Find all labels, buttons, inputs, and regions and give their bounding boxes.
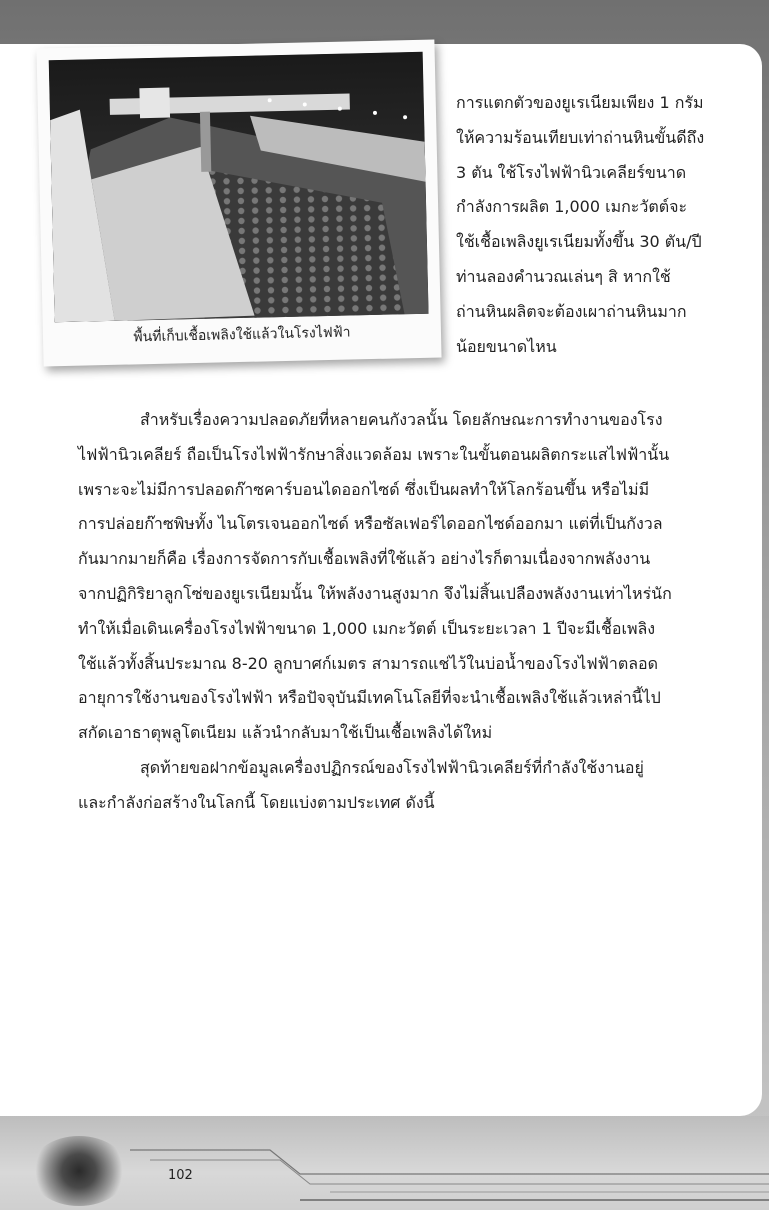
safety-paragraph: [78, 403, 730, 751]
photo-card: [36, 40, 441, 367]
text-line: สุดท้ายขอฝากข้อมูลเครื่องปฏิกรณ์ของโรงไฟฟ้านิวเคลียร์ที่กำลังใช้งานอยู่: [140, 757, 644, 777]
photo-illustration: [49, 52, 429, 322]
text-line: ใช้แล้วทั้งสิ้นประมาณ 8-20 ลูกบาศก์เมตร สามารถแช่ไว้ในบ่อน้ำของโรงไฟฟ้าตลอด: [78, 653, 659, 673]
body-text: [78, 403, 730, 821]
text-line: ให้ความร้อนเทียบเท่าถ่านหินขั้นดีถึง: [456, 127, 705, 147]
spent-fuel-pool-photo: [49, 52, 429, 322]
page-number: 102: [168, 1168, 193, 1183]
text-line: กำลังการผลิต 1,000 เมกะวัตต์จะ: [456, 197, 688, 217]
text-line: 3 ตัน ใช้โรงไฟฟ้านิวเคลียร์ขนาด: [456, 162, 687, 182]
text-line: และกำลังก่อสร้างในโลกนี้ โดยแบ่งตามประเทศ ดังนี้: [78, 792, 435, 812]
text-line: สำหรับเรื่องความปลอดภัยที่หลายคนกังวลนั้น โดยลักษณะการทำงานของโรง: [140, 410, 663, 429]
text-line: ท่านลองคำนวณเล่นๆ สิ หากใช้: [456, 266, 671, 286]
text-line: การแตกตัวของยูเรเนียมเพียง 1 กรัม: [456, 93, 704, 112]
text-line: จากปฏิกิริยาลูกโซ่ของยูเรเนียมนั้น ให้พลังงานสูงมาก จึงไม่สิ้นเปลืองพลังงานเท่าไหร่นัก: [78, 583, 672, 603]
text-line: การปล่อยก๊าซพิษทั้ง ไนโตรเจนออกไซด์ หรือซัลเฟอร์ไดออกไซด์ออกมา แต่ที่เป็นกังวล: [78, 514, 663, 534]
text-line: เพราะจะไม่มีการปลอดก๊าซคาร์บอนไดออกไซด์ ซึ่งเป็นผลทำให้โลกร้อนขึ้น หรือไม่มี: [78, 479, 650, 499]
text-line: อายุการใช้งานของโรงไฟฟ้า หรือปัจจุบันมีเทคโนโลยีที่จะนำเชื้อเพลิงใช้แล้วเหล่านี้ไป: [78, 688, 661, 708]
intro-paragraph: [456, 86, 740, 364]
text-line: สกัดเอาธาตุพลูโตเนียม แล้วนำกลับมาใช้เป็นเชื้อเพลิงได้ใหม่: [78, 723, 493, 743]
text-line: กันมากมายก็คือ เรื่องการจัดการกับเชื้อเพลิงที่ใช้แล้ว อย่างไรก็ตามเนื่องจากพลังงาน: [78, 549, 651, 569]
text-line: ทำให้เมื่อเดินเครื่องโรงไฟฟ้าขนาด 1,000 เมกะวัตต์ เป็นระยะเวลา 1 ปีจะมีเชื้อเพลิง: [78, 618, 656, 638]
emblem-icon: [30, 1136, 128, 1206]
text-line: ถ่านหินผลิตจะต้องเผาถ่านหินมาก: [456, 301, 687, 321]
text-line: ไฟฟ้านิวเคลียร์ ถือเป็นโรงไฟฟ้ารักษาสิ่งแวดล้อม เพราะในขั้นตอนผลิตกระแสไฟฟ้านั้น: [78, 444, 670, 464]
text-line: น้อยขนาดไหน: [456, 336, 557, 356]
text-line: ใช้เชื้อเพลิงยูเรเนียมทั้งขึ้น 30 ตัน/ปี: [456, 232, 702, 252]
photo-caption: พื้นที่เก็บเชื้อเพลิงใช้แล้วในโรงไฟฟ้า: [133, 324, 351, 346]
closing-paragraph: [78, 751, 730, 821]
